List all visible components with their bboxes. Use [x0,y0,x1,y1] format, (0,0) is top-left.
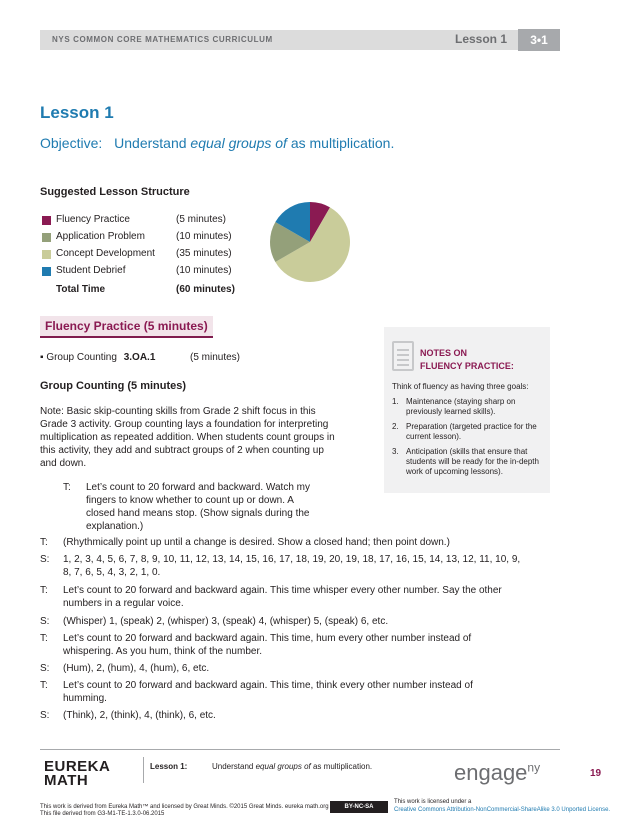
dialog-text-line: fingers to know whether to count up or down. A [86,495,294,506]
dialog-text-line: (Hum), 2, (hum), 4, (hum), 6, etc. [63,663,210,674]
structure-row-name: Application Problem [56,231,145,242]
list-item [392,447,544,477]
objective-emphasis: equal groups of [190,135,287,151]
teacher-note: Note: Basic skip-counting skills from Grade 2 shift focus in this Grade 3 activity. Group counting lays a foundation for interpreting multiplication as repeated addition. When students count groups in this activity, they add and subtract groups of 2 when counting up and down. [40,406,335,469]
dialog-text [86,481,366,533]
structure-row-name: Fluency Practice [56,214,130,225]
curriculum-label: NYS COMMON CORE MATHEMATICS CURRICULUM [52,35,273,44]
sidebar-title-line2: FLUENCY PRACTICE: [420,361,514,371]
dialog-speaker: S: [40,616,50,627]
dialog-speaker: S: [40,663,50,674]
fluency-bullet: ▪ Group Counting 3.OA.1 (5 minutes) [40,352,241,363]
brand-sup: ny [527,760,541,775]
license-line1: This work is licensed under a [394,799,472,805]
legend-swatch [42,250,51,259]
structure-row-time: (10 minutes) [176,265,232,276]
derivation-note [40,804,329,818]
dialog-speaker: S: [40,710,50,721]
structure-title: Suggested Lesson Structure [40,186,190,198]
dialog-text [63,632,563,658]
dialog-text-line: Let’s count to 20 forward and backward again. This time, hum every other number instead of [63,633,472,644]
dialog-text-line: whispering. As you hum, think of the number. [63,646,262,657]
engageny-logo [454,760,540,786]
dialog-text-line: Let’s count to 20 forward and backward again. This time, think every other number instead of [63,680,473,691]
sidebar-title-line1: NOTES ON [420,348,468,358]
dialog-text-line: explanation.) [86,521,144,532]
legend-swatch [42,233,51,242]
derivation-line1: This work is derived from Eureka Math™ and licensed by Great Minds. ©2015 Great Minds. eureka math.org [40,804,329,810]
notes-sidebar [384,327,550,493]
dialog-text-line: Let’s count to 20 forward and backward again. This time whisper every other number. Say the other [63,585,502,596]
license-link[interactable]: Creative Commons Attribution-NonCommercial-ShareAlike 3.0 Unported License. [394,807,611,813]
dialog-speaker: T: [40,585,48,596]
footer-objective [212,762,372,771]
sidebar-list [392,397,544,482]
total-time-label: Total Time [56,284,106,295]
list-item-number: 1. [392,397,399,406]
dialog-text-line: (Rhythmically point up until a change is desired. Show a closed hand; then point down.) [63,537,450,548]
list-item-number: 3. [392,447,399,456]
footer-objective-emphasis: equal groups of [255,762,311,771]
list-item [392,422,544,442]
dialog-text-line: closed hand means stop. (Show signals during the [86,508,310,519]
dialog-speaker: T: [40,537,48,548]
total-time-value: (60 minutes) [176,284,235,295]
cc-license-badge: BY-NC-SA [330,801,388,813]
notes-icon [392,341,414,371]
structure-row-time: (5 minutes) [176,214,227,225]
objective [40,135,394,151]
dialog-text-line: humming. [63,693,107,704]
footer-objective-pre: Understand [212,762,254,771]
legend-swatch [42,267,51,276]
module-badge: 3•1 [518,29,560,51]
list-item [392,397,544,417]
derivation-line2: This file derived from G3-M1-TE-1.3.0-06.2015 [40,811,165,817]
dialog-text [63,709,563,722]
brand-text: engage [454,760,528,785]
objective-post: as multiplication. [290,135,395,151]
list-item-number: 2. [392,422,399,431]
structure-row-name: Student Debrief [56,265,126,276]
dialog-text [63,679,563,705]
logo-line2: MATH [44,772,89,789]
dialog-speaker: T: [63,482,71,493]
group-counting-title: Group Counting (5 minutes) [40,380,187,392]
page-number: 19 [590,768,602,779]
fluency-heading: Fluency Practice (5 minutes) [40,316,213,338]
dialog-text-line: Let’s count to 20 forward and backward. Watch my [86,482,310,493]
sidebar-intro: Think of fluency as having three goals: [392,382,529,391]
structure-row-time: (35 minutes) [176,248,232,259]
legend-swatch [42,216,51,225]
bullet-time: (5 minutes) [190,352,241,363]
dialog-text-line: numbers in a regular voice. [63,598,184,609]
eureka-math-logo [44,760,110,788]
bullet-standard: 3.OA.1 [123,352,156,363]
list-item-text: Maintenance (staying sharp on previously learned skills). [406,397,516,416]
objective-label: Objective: [40,135,103,151]
dialog-speaker: S: [40,554,50,565]
footer-vertical-divider [143,757,144,783]
footer-objective-post: as multiplication. [312,762,373,771]
dialog-text [63,553,563,579]
list-item-text: Anticipation (skills that ensure that students will be ready for the in-depth work of upcoming lessons). [406,447,539,476]
structure-row-time: (10 minutes) [176,231,232,242]
list-item-text: Preparation (targeted practice for the current lesson). [406,422,537,441]
footer-lesson: Lesson 1: [150,762,188,771]
header-lesson-label: Lesson 1 [455,32,508,46]
dialog-text [63,536,563,549]
footer-divider [40,749,560,750]
dialog-text [63,584,563,610]
logo-line1: EUREKA [44,758,111,775]
license-note [394,798,610,814]
lesson-title: Lesson 1 [40,103,114,122]
structure-row-name: Concept Development [56,248,155,259]
dialog-text-line: 8, 7, 6, 5, 4, 3, 2, 1, 0. [63,567,161,578]
dialog-speaker: T: [40,633,48,644]
dialog-text [63,662,563,675]
dialog-text [63,615,563,628]
dialog-speaker: T: [40,680,48,691]
sidebar-title [420,347,514,373]
objective-pre: Understand [114,135,187,151]
dialog-text-line: 1, 2, 3, 4, 5, 6, 7, 8, 9, 10, 11, 12, 13, 14, 15, 16, 17, 18, 19, 20, 19, 18, 17, 16, 15, 14, 13, 12, 11, 10, 9, [63,554,521,565]
lesson-structure-pie-chart [268,200,352,284]
bullet-activity: Group Counting [46,352,117,363]
dialog-text-line: (Think), 2, (think), 4, (think), 6, etc. [63,710,216,721]
dialog-text-line: (Whisper) 1, (speak) 2, (whisper) 3, (speak) 4, (whisper) 5, (speak) 6, etc. [63,616,389,627]
